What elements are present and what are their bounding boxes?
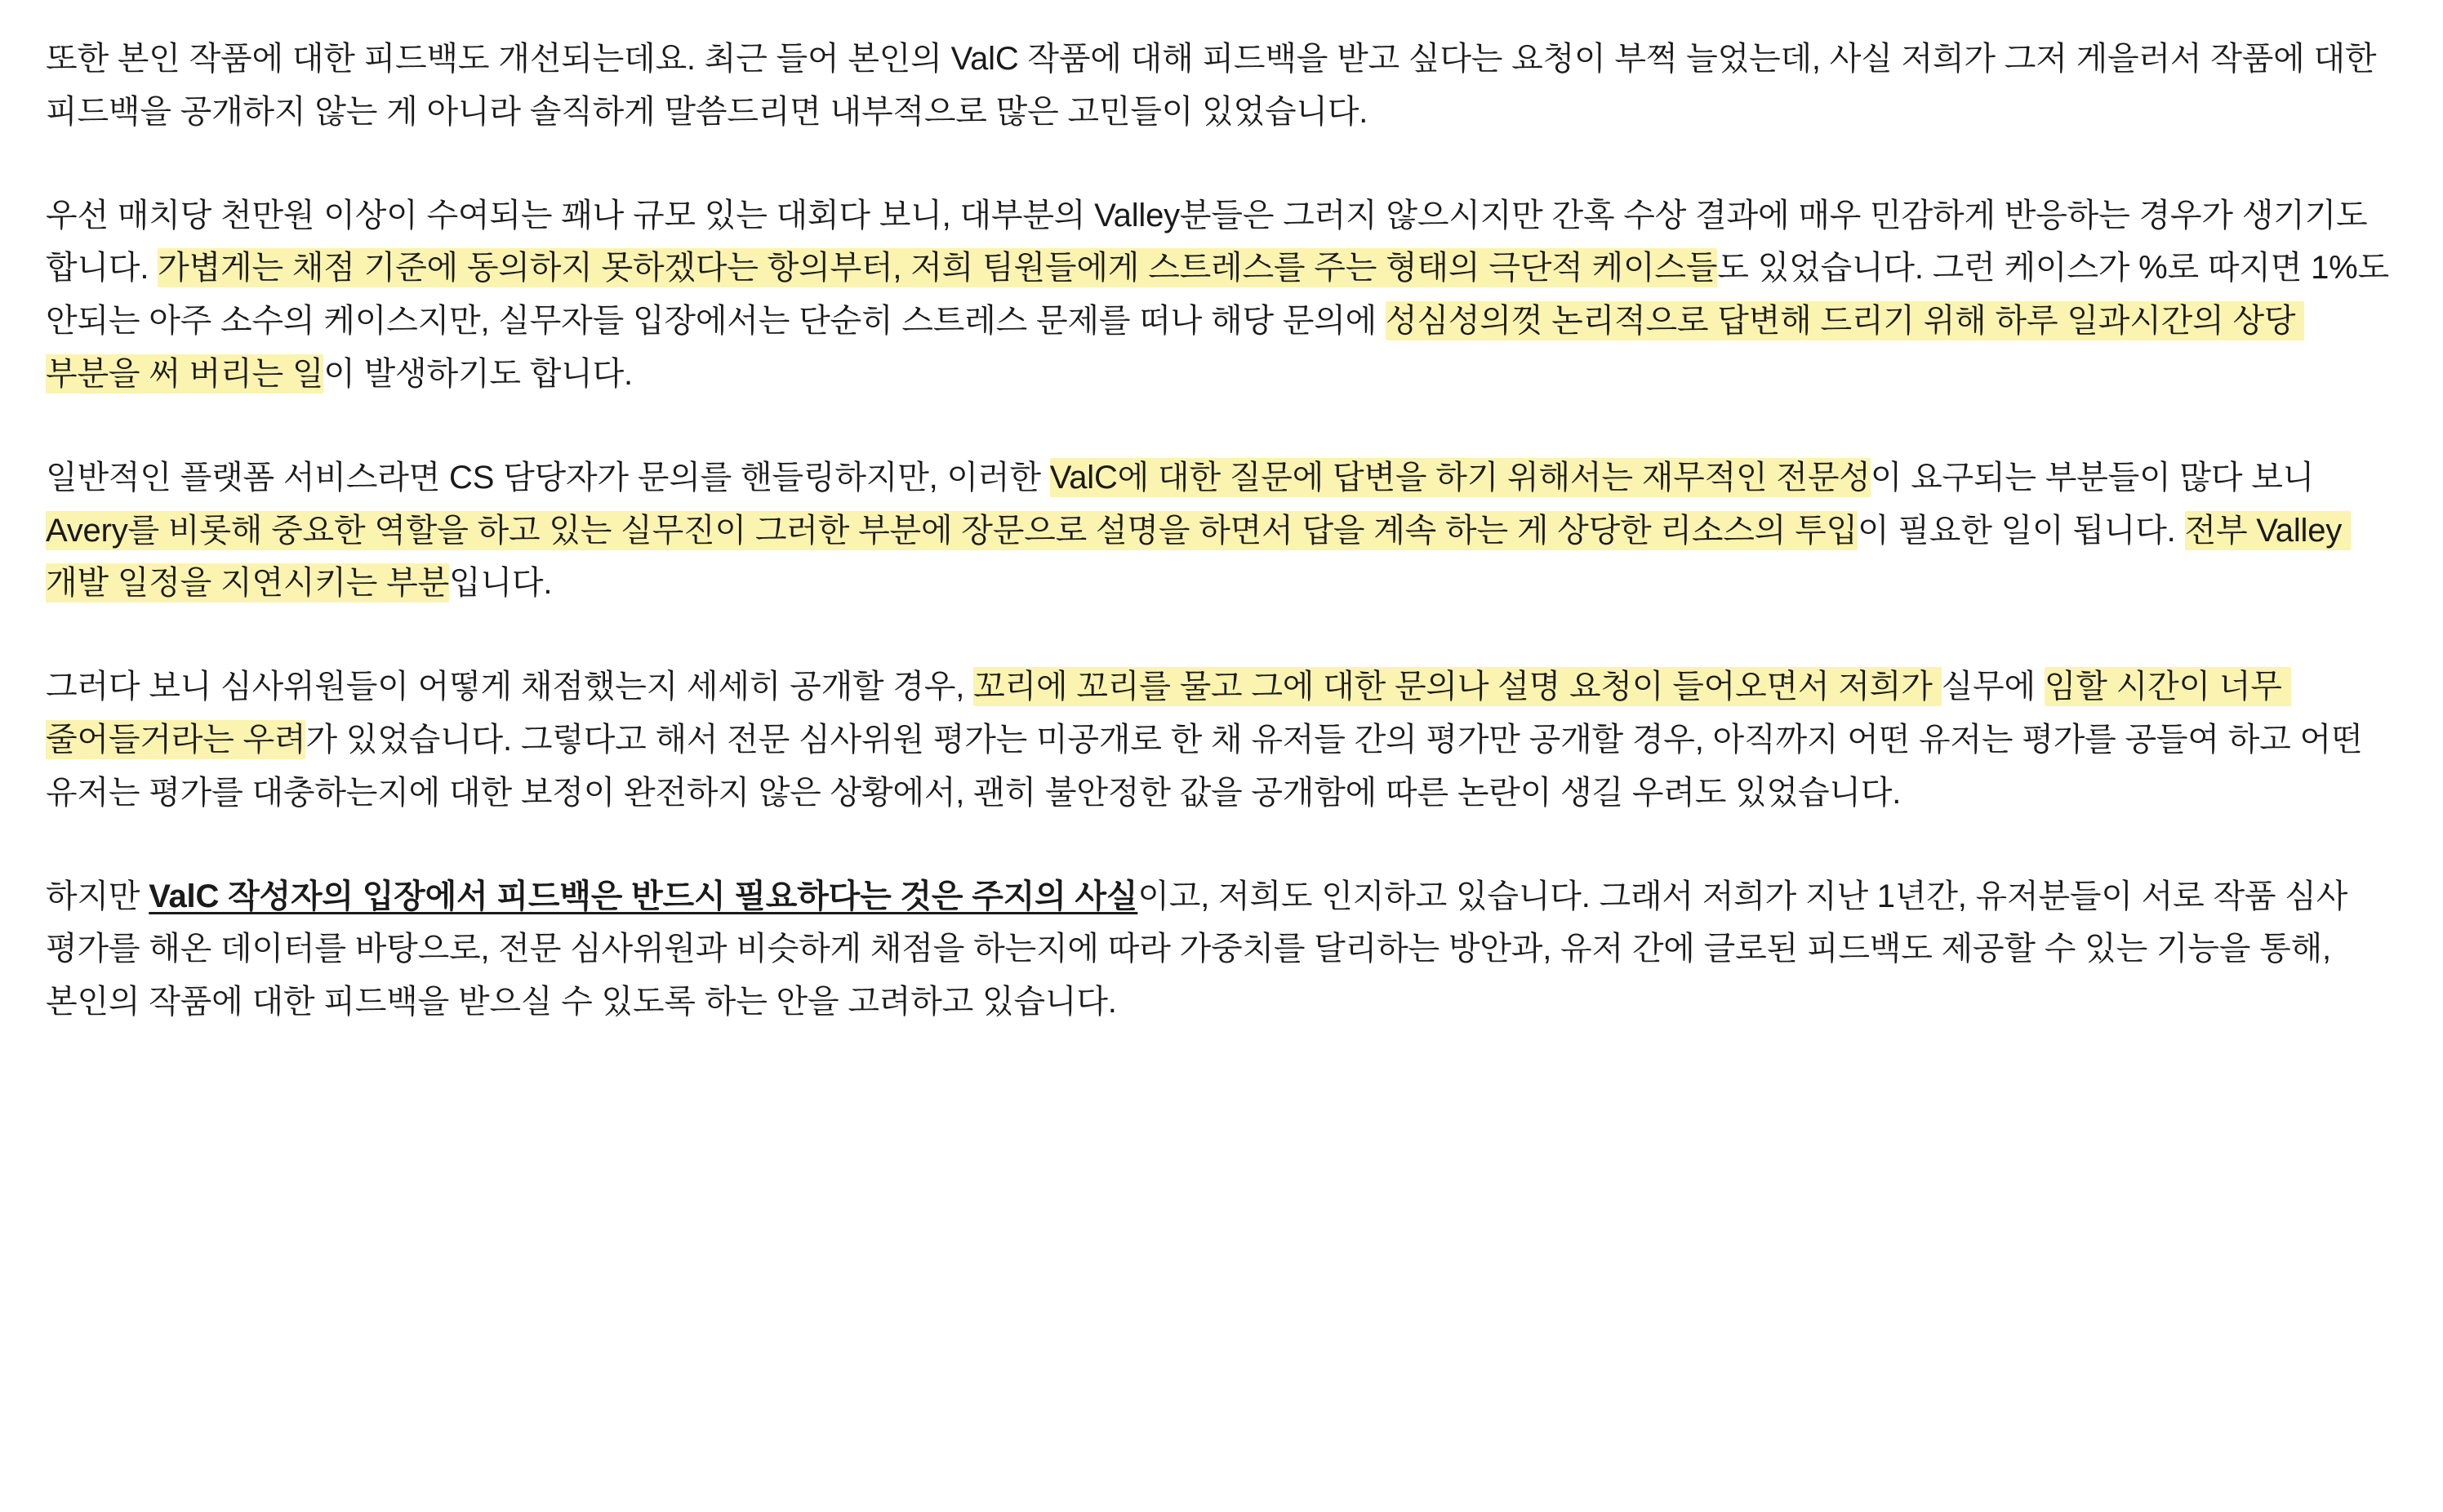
body-text: 일반적인 플랫폼 서비스라면 CS 담당자가 문의를 핸들링하지만, 이러한	[46, 459, 1050, 496]
highlighted-text: 전부 Valley 개발 일정을 지연시키는 부분	[46, 512, 2351, 602]
highlighted-text: 임할 시간이 너무 줄어들거라는 우려	[46, 669, 2291, 758]
body-text: 가 있었습니다. 그렇다고 해서 전문 심사위원 평가는 미공개로 한 채 유저들 간의 평가만 공개할 경우, 아직까지 어떤 유저는 평가를 공들여 하고 어떤 유저는 평가를 대충하는지에 대한 보정이 완전하지 않은 상황에서, 괜히 불안정한 값을 공개함에 따른 논란이 생길 우려도 있었습니다.	[46, 721, 2372, 811]
body-text: 이 요구되는 부분들이 많다 보니	[1870, 459, 2324, 496]
highlighted-text: ValC에 대한 질문에 답변을 하기 위해서는 재무적인 전문성	[1049, 459, 1871, 496]
emphasized-text: ValC 작성자의 입장에서 피드백은 반드시 필요하다는 것은 주지의 사실	[149, 878, 1138, 914]
body-text: 이 필요한 일이 됩니다.	[1857, 512, 2185, 549]
body-text: 입니다.	[449, 565, 553, 602]
paragraph	[46, 33, 2397, 401]
highlighted-text: 꼬리에 꼬리를 물고 그에 대한 문의나 설명 요청이 들어오면서 저희가	[973, 669, 1942, 705]
body-text: 또한 본인 작품에 대한 피드백도 개선되는데요. 최근 들어 본인의 ValC 작품에 대해 피드백을 받고 싶다는 요청이 부쩍 늘었는데, 사실 저희가 그저 게을러서 작품에 대한 피드백을 공개하지 않는 게 아니라 솔직하게 말씀드리면 내부적으로 많은 고민들이 있었습니다.	[46, 41, 2386, 130]
body-text: 실무에	[1941, 669, 2045, 705]
body-text: 우선 매치당 천만원 이상이 수여되는 꽤나 규모 있는 대회다 보니, 대부분의 Valley분들은 그러지 않으시지만 간혹 수상 결과에 매우 민감하게 반응하는 경우가 생기기도 합니다.	[46, 197, 2377, 287]
highlighted-text: 가볍게는 채점 기준에 동의하지 못하겠다는 항의부터, 저희 팀원들에게 스트레스를 주는 형태의 극단적 케이스들	[158, 250, 1718, 287]
highlighted-text: 성심성의껏 논리적으로 답변해 드리기 위해 하루 일과시간의 상당 부분을 써 버리는 일	[46, 303, 2305, 392]
body-text: 하지만	[46, 878, 149, 914]
body-text: 도 있었습니다. 그런 케이스가 %로 따지면 1%도 안되는 아주 소수의 케이스지만, 실무자들 입장에서는 단순히 스트레스 문제를 떠나 해당 문의에	[46, 250, 2398, 340]
paragraph	[46, 33, 2397, 139]
body-text: 그러다 보니 심사위원들이 어떻게 채점했는지 세세히 공개할 경우,	[46, 669, 974, 705]
highlighted-text: Avery를 비롯해 중요한 역할을 하고 있는 실무진이 그러한 부분에 장문으로 설명을 하면서 답을 계속 하는 게 상당한 리소스의 투입	[46, 512, 1858, 549]
paragraph	[46, 33, 2397, 1029]
body-text: 이고, 저희도 인지하고 있습니다. 그래서 저희가 지난 1년간, 유저분들이 서로 작품 심사 평가를 해온 데이터를 바탕으로, 전문 심사위원과 비슷하게 채점을 하는지에 따라 가중치를 달리하는 방안과, 유저 간에 글로된 피드백도 제공할 수 있는 기능을 통해, 본인의 작품에 대한 피드백을 받으실 수 있도록 하는 안을 고려하고 있습니다.	[46, 878, 2357, 1021]
paragraph	[46, 33, 2397, 610]
article-body	[46, 33, 2397, 1029]
paragraph	[46, 33, 2397, 820]
body-text: 이 발생하기도 합니다.	[323, 355, 633, 392]
